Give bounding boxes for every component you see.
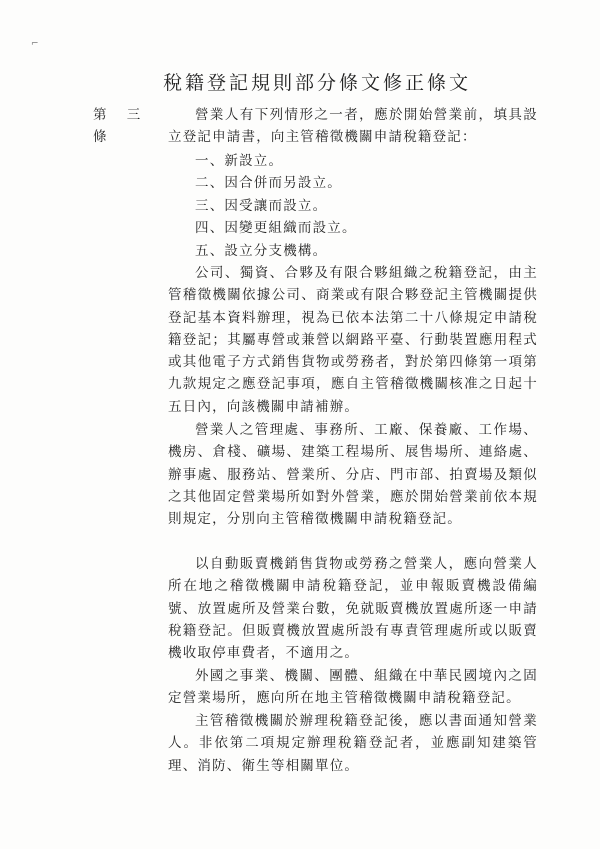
paragraph-vending-machines: 以自動販賣機銷售貨物或勞務之營業人，應向營業人所在地之稽徵機關申請稅籍登記，並申報販賣機設備編號、放置處所及營業台數，免就販賣機放置處所逐一申請稅籍登記。但販賣機放置處所設有專責管理處所或以販賣機收取停車費者，不適用之。: [168, 556, 538, 662]
list-item-3: 三、因受讓而設立。: [195, 198, 328, 214]
list-item-1: 一、新設立。: [195, 153, 284, 169]
article-label: 第 三 條: [93, 107, 149, 145]
paragraph-foreign-entities: 外國之事業、機關、團體、組織在中華民國境內之固定營業場所，應向所在地主管稽徵機關申請稅籍登記。: [168, 668, 538, 707]
article-intro: 營業人有下列情形之一者，應於開始營業前，填具設立登記申請書，向主管稽徵機關申請稅籍登記：: [168, 107, 538, 146]
paragraph-fixed-business-places: 營業人之管理處、事務所、工廠、保養廠、工作場、機房、倉棧、礦場、建築工程場所、展售場所、連絡處、辦事處、服務站、營業所、分店、門市部、拍賣場及類似之其他固定營業場所如對外營業，應於開始營業前依本規則規定，分別向主管稽徵機關申請稅籍登記。: [168, 422, 538, 528]
list-item-5: 五、設立分支機構。: [195, 243, 328, 259]
scan-artifact-mark: ⌐: [31, 39, 39, 49]
paragraph-company-registration: 公司、獨資、合夥及有限合夥組織之稅籍登記，由主管稽徵機關依據公司、商業或有限合夥登記主管機關提供登記基本資料辦理，視為已依本法第二十八條規定申請稅籍登記；其屬專營或兼營以網路平臺、行動裝置應用程式或其他電子方式銷售貨物或勞務者，對於第四條第一項第九款規定之應登記事項，應自主管稽徵機關核准之日起十五日內，向該機關申請補辦。: [168, 265, 538, 415]
list-item-2: 二、因合併而另設立。: [195, 175, 342, 191]
document-title: 稅籍登記規則部分條文修正條文: [162, 72, 471, 94]
paragraph-notification: 主管稽徵機關於辦理稅籍登記後，應以書面通知營業人。非依第二項規定辦理稅籍登記者，並應副知建築管理、消防、衛生等相關單位。: [168, 713, 538, 774]
list-item-4: 四、因變更組織而設立。: [195, 220, 357, 236]
